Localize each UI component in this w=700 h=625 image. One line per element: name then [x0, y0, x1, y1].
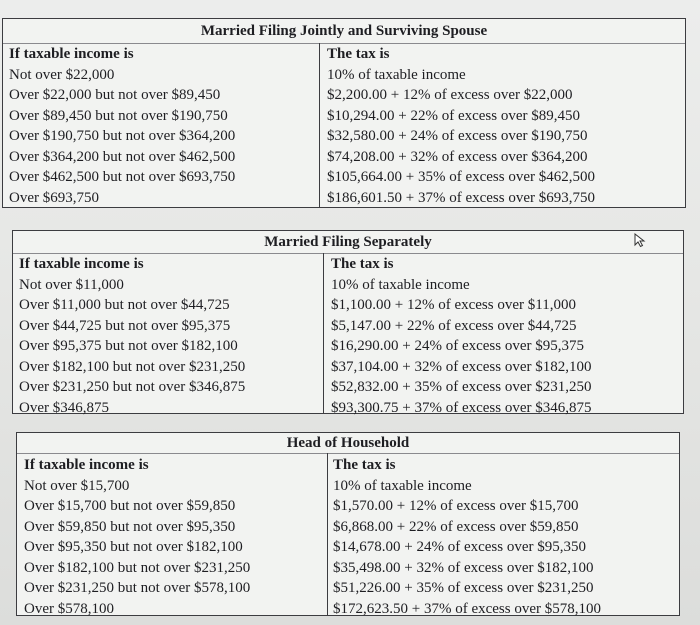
table-row-tax: $35,498.00 + 32% of excess over $182,100: [333, 559, 594, 576]
income-header: If taxable income is: [24, 457, 149, 473]
table-row-tax: $2,200.00 + 12% of excess over $22,000: [327, 87, 573, 103]
table-row-income: Not over $11,000: [19, 276, 124, 293]
table-row-tax: 10% of taxable income: [333, 477, 472, 494]
table-row-income: Over $346,875: [19, 399, 109, 416]
table-row-income: Over $44,725 but not over $95,375: [19, 317, 231, 334]
tax-column: [331, 254, 592, 418]
table-row-income: Over $59,850 but not over $95,350: [24, 518, 236, 535]
column-divider: [327, 453, 328, 615]
table-row-income: Over $15,700 but not over $59,850: [24, 498, 236, 514]
table-head-of-household: [16, 432, 680, 616]
income-column: [24, 455, 250, 619]
table-title: Head of Household: [286, 435, 410, 451]
table-row-tax: 10% of taxable income: [331, 276, 470, 293]
tax-column: [333, 455, 601, 619]
table-row-tax: $6,868.00 + 22% of excess over $59,850: [333, 518, 579, 535]
table-row-tax: $74,208.00 + 32% of excess over $364,200: [327, 148, 588, 165]
table-row-tax: $5,147.00 + 22% of excess over $44,725: [331, 317, 577, 334]
column-divider: [323, 253, 324, 413]
table-row-tax: $10,294.00 + 22% of excess over $89,450: [327, 107, 581, 124]
mouse-pointer-icon: [632, 232, 648, 248]
tax-column: [327, 44, 595, 208]
table-row-tax: $37,104.00 + 32% of excess over $182,100: [331, 358, 592, 375]
table-married-filing-separately: [12, 230, 684, 414]
table-row-tax: $93,300.75 + 37% of excess over $346,875: [331, 399, 592, 416]
tax-header: The tax is: [327, 46, 390, 62]
table-row-tax: $51,226.00 + 35% of excess over $231,250: [333, 580, 594, 596]
table-row-tax: 10% of taxable income: [327, 66, 466, 83]
income-column: [19, 254, 245, 418]
table-row-income: Over $182,100 but not over $231,250: [24, 559, 251, 576]
title-divider: [17, 453, 679, 454]
table-row-tax: $32,580.00 + 24% of excess over $190,750: [327, 128, 588, 144]
income-column: [9, 44, 235, 208]
table-row-income: Over $190,750 but not over $364,200: [9, 128, 236, 144]
income-header: If taxable income is: [9, 46, 134, 62]
table-row-tax: $1,570.00 + 12% of excess over $15,700: [333, 498, 579, 514]
table-row-tax: $52,832.00 + 35% of excess over $231,250: [331, 379, 592, 395]
table-row-income: Over $462,500 but not over $693,750: [9, 169, 236, 185]
table-row-income: Over $89,450 but not over $190,750: [9, 107, 228, 124]
table-row-tax: $1,100.00 + 12% of excess over $11,000: [331, 297, 576, 313]
tax-header: The tax is: [331, 256, 394, 272]
table-row-tax: $172,623.50 + 37% of excess over $578,100: [333, 600, 602, 617]
table-title: Married Filing Jointly and Surviving Spouse: [200, 23, 488, 39]
table-row-income: Over $578,100: [24, 600, 114, 617]
table-row-income: Over $11,000 but not over $44,725: [19, 297, 230, 313]
column-divider: [319, 43, 320, 207]
income-header: If taxable income is: [19, 256, 144, 272]
table-row-income: Over $364,200 but not over $462,500: [9, 148, 236, 165]
table-row-income: Over $95,375 but not over $182,100: [19, 338, 238, 354]
table-row-income: Over $95,350 but not over $182,100: [24, 539, 243, 555]
table-row-tax: $16,290.00 + 24% of excess over $95,375: [331, 338, 585, 354]
table-title: Married Filing Separately: [264, 234, 432, 250]
table-row-income: Over $693,750: [9, 189, 99, 206]
table-row-tax: $105,664.00 + 35% of excess over $462,500: [327, 169, 596, 185]
table-row-income: Over $231,250 but not over $346,875: [19, 379, 246, 395]
table-married-filing-jointly: [2, 18, 686, 208]
table-row-income: Over $182,100 but not over $231,250: [19, 358, 246, 375]
tax-header: The tax is: [333, 457, 396, 473]
table-row-tax: $186,601.50 + 37% of excess over $693,750: [327, 189, 596, 206]
table-row-tax: $14,678.00 + 24% of excess over $95,350: [333, 539, 587, 555]
table-row-income: Over $231,250 but not over $578,100: [24, 580, 251, 596]
table-row-income: Over $22,000 but not over $89,450: [9, 87, 221, 103]
table-row-income: Not over $15,700: [24, 477, 130, 494]
table-row-income: Not over $22,000: [9, 66, 115, 83]
